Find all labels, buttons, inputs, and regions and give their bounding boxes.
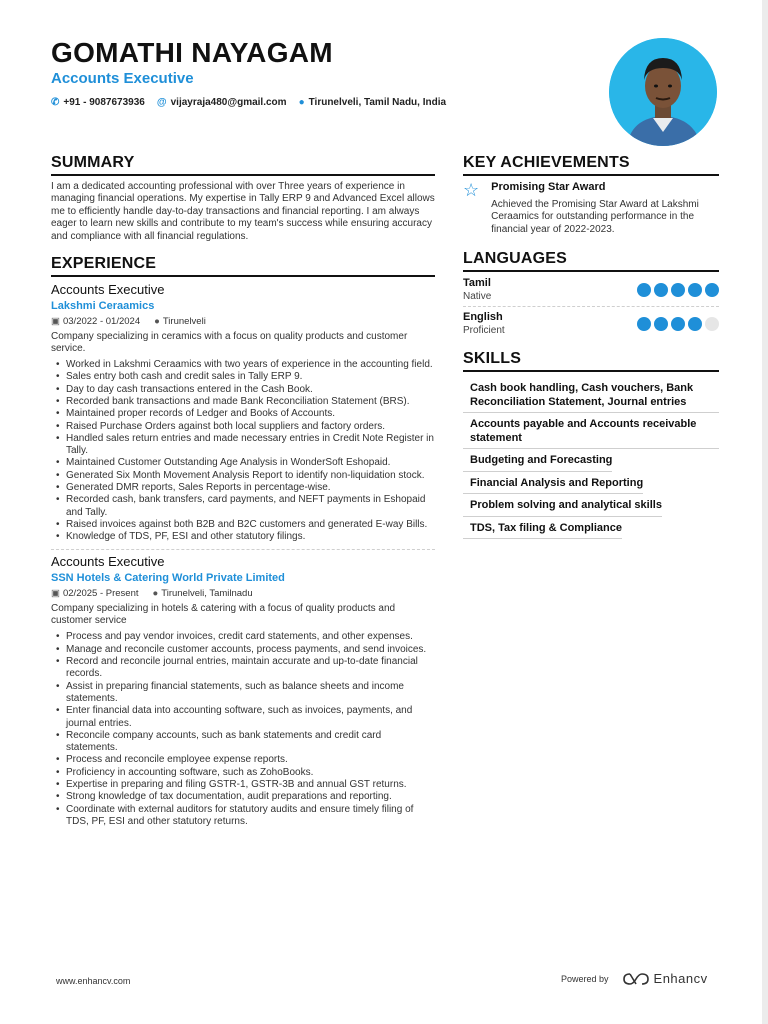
location-contact <box>299 97 446 108</box>
job-location-text: Tirunelveli, Tamilnadu <box>161 588 253 600</box>
email-contact[interactable] <box>157 97 287 108</box>
list-item: • Process and reconcile employee expense reports. <box>51 754 435 766</box>
right-column <box>463 154 719 539</box>
resume-header <box>51 38 446 108</box>
footer-branding <box>561 971 708 986</box>
rating-dot-filled <box>637 283 651 297</box>
job-bullets <box>51 631 435 828</box>
job-dates-text: 02/2025 - Present <box>62 588 139 600</box>
list-item: • Handled sales return entries and made necessary entries in Credit Note Register in Tally. <box>51 433 435 458</box>
brand-name: Enhancv <box>653 971 708 986</box>
list-item: • Process and pay vendor invoices, credit card statements, and other expenses. <box>51 631 435 643</box>
location-pin-icon: ● <box>154 316 160 328</box>
list-item: • Knowledge of TDS, PF, ESI and other statutory filings. <box>51 531 435 543</box>
experience-heading: EXPERIENCE <box>51 255 435 277</box>
location-text: Tirunelveli, Tamil Nadu, India <box>308 97 447 108</box>
job-dates-text: 03/2022 - 01/2024 <box>62 316 141 328</box>
summary-text: I am a dedicated accounting professional with over Three years of experience in managing financial operations. My expertise in Tally ERP 9 and Advanced Excel allows me to efficiently handle day-to-day transactions and financial reporting. I am always eager to learn new skills and contribute to my team's success while ensuring accuracy and compliance with all financial regulations. <box>51 181 435 242</box>
language-level: Native <box>463 291 492 303</box>
language-item <box>463 311 719 336</box>
job-location <box>153 588 253 599</box>
rating-dot-filled <box>671 317 685 331</box>
skill-tag: Cash book handling, Cash vouchers, Bank Reconciliation Statement, Journal entries <box>463 377 719 413</box>
experience-entry <box>51 282 435 543</box>
brand-logo[interactable] <box>623 971 708 986</box>
list-item: • Expertise in preparing and filing GSTR-1, GSTR-3B and annual GST returns. <box>51 779 435 791</box>
list-item: • Generated Six Month Movement Analysis Report to identify non-liquidation stock. <box>51 470 435 482</box>
rating-dot-filled <box>688 283 702 297</box>
calendar-icon: ▣ <box>51 316 60 328</box>
list-item: • Worked in Lakshmi Ceraamics with two years of experience in the accounting field. <box>51 359 435 371</box>
list-item: • Assist in preparing financial statements, such as balance sheets and income statements. <box>51 681 435 706</box>
job-location <box>154 316 206 327</box>
footer-website[interactable]: www.enhancv.com <box>56 976 131 986</box>
job-meta <box>51 588 435 599</box>
entry-divider <box>51 549 435 550</box>
company-description: Company specializing in hotels & catering with a focus of quality products and customer service <box>51 603 396 627</box>
location-pin-icon: ● <box>152 588 159 600</box>
company-description: Company specializing in ceramics with a focus on quality products and customer service. <box>51 331 408 355</box>
language-item <box>463 277 719 302</box>
at-sign-icon: @ <box>156 97 167 108</box>
list-item: • Recorded bank transactions and made Bank Reconciliation Statement (BRS). <box>51 396 435 408</box>
language-rating <box>637 283 719 297</box>
list-item: • Manage and reconcile customer accounts, process payments, and send invoices. <box>51 644 435 656</box>
job-dates <box>51 588 139 599</box>
phone-contact <box>51 97 145 108</box>
enhancv-logo-icon <box>623 972 649 986</box>
language-name: Tamil <box>463 277 491 290</box>
list-item: • Day to day cash transactions entered in the Cash Book. <box>51 384 435 396</box>
company-name: SSN Hotels & Catering World Private Limited <box>51 572 285 585</box>
location-pin-icon: ● <box>298 97 305 108</box>
summary-heading: SUMMARY <box>51 154 435 176</box>
list-item: • Raised Purchase Orders against both local suppliers and factory orders. <box>51 421 435 433</box>
job-meta <box>51 316 435 327</box>
language-level: Proficient <box>463 325 505 337</box>
rating-dot-filled <box>654 283 668 297</box>
experience-entry <box>51 554 435 828</box>
rating-dot-filled <box>705 283 719 297</box>
skill-tag: Budgeting and Forecasting <box>463 449 612 472</box>
list-item: • Proficiency in accounting software, such as ZohoBooks. <box>51 767 435 779</box>
skills-list <box>463 377 719 539</box>
avatar-photo-icon <box>609 38 717 146</box>
achievement-description: Achieved the Promising Star Award at Lakshmi Ceraamics for outstanding performance in the financial year of 2022-2023. <box>491 199 699 235</box>
list-item: • Raised invoices against both B2B and B2C customers and generated E-way Bills. <box>51 519 435 531</box>
skills-heading: SKILLS <box>463 350 719 372</box>
job-title: Accounts Executive <box>51 282 165 298</box>
achievement-title: Promising Star Award <box>491 181 606 193</box>
left-column <box>51 154 435 828</box>
avatar <box>609 38 717 146</box>
job-dates <box>51 316 140 327</box>
list-item: • Recorded cash, bank transfers, card payments, and NEFT payments in Eshopaid and Tally. <box>51 494 435 519</box>
list-item: • Strong knowledge of tax documentation, audit preparations and reporting. <box>51 791 435 803</box>
list-item: • Maintained proper records of Ledger and Books of Accounts. <box>51 408 435 420</box>
languages-heading: LANGUAGES <box>463 250 719 272</box>
language-name: English <box>463 311 503 324</box>
list-item: • Record and reconcile journal entries, maintain accurate and up-to-date financial records. <box>51 656 435 681</box>
list-item: • Sales entry both cash and credit sales in Tally ERP 9. <box>51 371 435 383</box>
language-divider <box>463 306 719 307</box>
rating-dot-empty <box>705 317 719 331</box>
skill-tag: Financial Analysis and Reporting <box>463 472 643 495</box>
list-item: • Enter financial data into accounting software, such as invoices, payments, and journal entries. <box>51 705 435 730</box>
achievement-item <box>463 181 719 236</box>
job-bullets <box>51 359 435 543</box>
list-item: • Maintained Customer Outstanding Age Analysis in WonderSoft Eshopaid. <box>51 457 435 469</box>
list-item: • Coordinate with external auditors for statutory audits and ensure timely filing of TDS, PF, ESI and other statutory returns. <box>51 804 435 829</box>
rating-dot-filled <box>637 317 651 331</box>
list-item: • Reconcile company accounts, such as bank statements and credit card statements. <box>51 730 435 755</box>
phone-icon: ✆ <box>51 97 60 108</box>
rating-dot-filled <box>688 317 702 331</box>
list-item: • Generated DMR reports, Sales Reports in percentage-wise. <box>51 482 435 494</box>
email-address[interactable]: vijayraja480@gmail.com <box>170 97 287 108</box>
star-icon: ☆ <box>463 180 480 200</box>
job-location-text: Tirunelveli <box>162 316 206 328</box>
skill-tag: TDS, Tax filing & Compliance <box>463 517 622 540</box>
powered-by-label: Powered by <box>561 973 609 984</box>
company-name: Lakshmi Ceraamics <box>51 300 155 313</box>
candidate-name: GOMATHI NAYAGAM <box>51 37 333 68</box>
skill-tag: Accounts payable and Accounts receivable statement <box>463 413 719 449</box>
phone-number: +91 - 9087673936 <box>63 97 145 108</box>
rating-dot-filled <box>671 283 685 297</box>
skill-tag: Problem solving and analytical skills <box>463 494 662 517</box>
contact-info <box>51 97 446 108</box>
rating-dot-filled <box>654 317 668 331</box>
candidate-role: Accounts Executive <box>51 70 194 87</box>
language-rating <box>637 317 719 331</box>
job-title: Accounts Executive <box>51 554 165 570</box>
achievements-heading: KEY ACHIEVEMENTS <box>463 154 719 176</box>
calendar-icon: ▣ <box>51 588 60 600</box>
